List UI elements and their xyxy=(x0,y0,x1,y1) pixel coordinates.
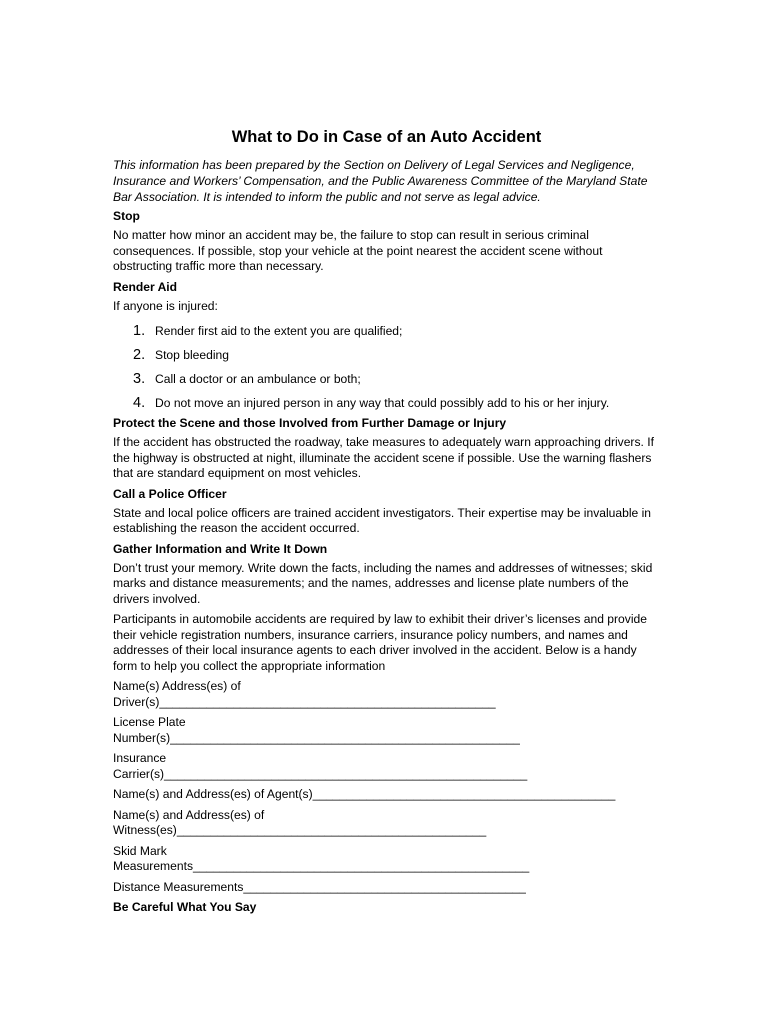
form-field-drivers[interactable] xyxy=(113,679,660,710)
list-item xyxy=(113,319,660,343)
heading-call-police: Call a Police Officer xyxy=(113,486,227,501)
paragraph-render-aid-lead: If anyone is injured: xyxy=(113,298,218,313)
page-title: What to Do in Case of an Auto Accident xyxy=(231,128,542,146)
render-aid-list xyxy=(113,319,660,415)
paragraph-gather-info-2: Participants in automobile accidents are required by law to exhibit their driver’s licenses and provide their vehicle registration numbers, insurance carriers, insurance policy numbers, and names and addresses of their local insurance agents to each driver involved in the accident. Below is a handy form to help you collect the appropriate information xyxy=(113,612,647,673)
list-item-text: Do not move an injured person in any way that could possibly add to his or her injury. xyxy=(155,396,610,410)
form-field-label: Skid Mark xyxy=(113,843,167,858)
form-field-label: License Plate xyxy=(113,715,186,729)
paragraph-gather-info-1: Don’t trust your memory. Write down the facts, including the names and addresses of witnesses; skid marks and distance measurements; and the names, addresses and license plate numbers of the drivers involved. xyxy=(113,560,653,606)
form-field-insurance[interactable] xyxy=(113,751,660,782)
list-item-text: Stop bleeding xyxy=(155,348,229,362)
list-item xyxy=(113,343,660,367)
heading-render-aid: Render Aid xyxy=(113,279,178,294)
form-field-line: Name(s) and Address(es) of Agent(s)_____________________________________________ xyxy=(113,787,616,801)
paragraph-call-police: State and local police officers are trained accident investigators. Their expertise may be invaluable in establishing the reason the accident occurred. xyxy=(113,505,652,535)
form-field-line: Witness(es)______________________________________________ xyxy=(113,823,487,837)
form-field-witnesses[interactable] xyxy=(113,808,660,839)
list-item-text: Call a doctor or an ambulance or both; xyxy=(155,372,361,386)
form-field-label: Name(s) Address(es) of xyxy=(113,679,241,693)
intro-text: This information has been prepared by the Section on Delivery of Legal Services and Negligence, Insurance and Workers’ Compensation, and the Public Awareness Committee of the Maryland State Bar Association. It is intended to inform the public and not serve as legal advice. xyxy=(113,158,648,204)
heading-stop: Stop xyxy=(113,209,140,223)
heading-protect-scene: Protect the Scene and those Involved from Further Damage or Injury xyxy=(113,416,507,430)
form-field-label: Insurance xyxy=(113,751,167,765)
form-field-line: Distance Measurements__________________________________________ xyxy=(113,879,526,894)
list-item-number: 3. xyxy=(133,371,146,387)
form-field-line: Number(s)____________________________________________________ xyxy=(113,730,520,745)
form-field-line: Measurements__________________________________________________ xyxy=(113,859,530,873)
paragraph-stop: No matter how minor an accident may be, the failure to stop can result in serious criminal consequences. If possible, stop your vehicle at the point nearest the accident scene without obstructing traffic more than necessary. xyxy=(113,228,603,273)
heading-gather-info: Gather Information and Write It Down xyxy=(113,541,328,556)
info-form xyxy=(113,679,660,895)
heading-be-careful: Be Careful What You Say xyxy=(113,900,257,914)
list-item-number: 4. xyxy=(133,395,146,411)
form-field-line: Carrier(s)______________________________________________________ xyxy=(113,766,528,781)
list-item-number: 2. xyxy=(133,347,146,363)
form-field-agents[interactable] xyxy=(113,787,660,803)
list-item xyxy=(113,391,660,415)
paragraph-protect-scene: If the accident has obstructed the roadway, take measures to adequately warn approaching drivers. If the highway is obstructed at night, illuminate the accident scene if possible. Use the warning flashers that are standard equipment on most vehicles. xyxy=(113,435,654,480)
form-field-label: Name(s) and Address(es) of xyxy=(113,807,265,822)
list-item-number: 1. xyxy=(133,323,146,339)
form-field-distance[interactable] xyxy=(113,880,660,896)
form-field-skid-marks[interactable] xyxy=(113,844,660,875)
list-item xyxy=(113,367,660,391)
form-field-license-plate[interactable] xyxy=(113,715,660,746)
list-item-text: Render first aid to the extent you are qualified; xyxy=(155,324,403,338)
form-field-line: Driver(s)__________________________________________________ xyxy=(113,694,496,709)
